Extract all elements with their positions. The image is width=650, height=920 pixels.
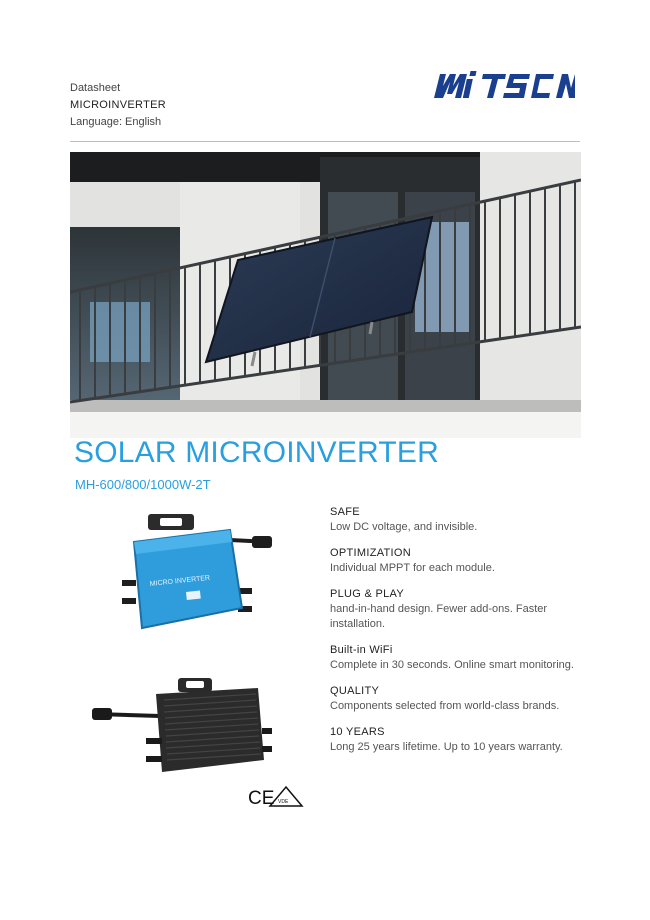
document-header	[70, 80, 166, 131]
feature-desc: Complete in 30 seconds. Online smart monitoring.	[330, 659, 574, 671]
balcony-solar-photo	[70, 152, 581, 438]
brand-logo	[430, 64, 575, 104]
header-divider	[70, 141, 580, 142]
feature-item	[330, 643, 590, 673]
feature-title: 10 YEARS	[330, 726, 385, 738]
feature-desc: Components selected from world-class brands.	[330, 700, 560, 712]
doc-type: Datasheet	[70, 82, 121, 94]
feature-item	[330, 587, 590, 632]
device-label: MICRO INVERTER	[149, 574, 211, 588]
feature-item	[330, 546, 590, 576]
feature-desc: Long 25 years lifetime. Up to 10 years warranty.	[330, 741, 563, 753]
black-microinverter-image	[88, 676, 273, 784]
feature-desc: hand-in-hand design. Fewer add-ons. Faster installation.	[330, 603, 548, 630]
product-line: MICROINVERTER	[70, 99, 166, 111]
feature-item	[330, 684, 590, 714]
vde-mark: VDE	[278, 799, 289, 805]
feature-desc: Individual MPPT for each module.	[330, 562, 495, 574]
ce-mark: CE	[248, 788, 275, 809]
language-label: Language: English	[70, 116, 162, 128]
feature-title: SAFE	[330, 506, 360, 518]
feature-title: PLUG & PLAY	[330, 588, 405, 600]
feature-title: QUALITY	[330, 685, 380, 697]
feature-list	[330, 505, 590, 766]
product-title: SOLAR MICROINVERTER	[74, 436, 439, 469]
feature-item	[330, 725, 590, 755]
feature-item	[330, 505, 590, 535]
feature-title: Built-in WiFi	[330, 644, 393, 656]
feature-title: OPTIMIZATION	[330, 547, 412, 559]
feature-desc: Low DC voltage, and invisible.	[330, 521, 478, 533]
model-numbers: MH-600/800/1000W-2T	[75, 477, 211, 492]
blue-microinverter-image	[112, 512, 282, 640]
certification-marks	[246, 784, 306, 810]
